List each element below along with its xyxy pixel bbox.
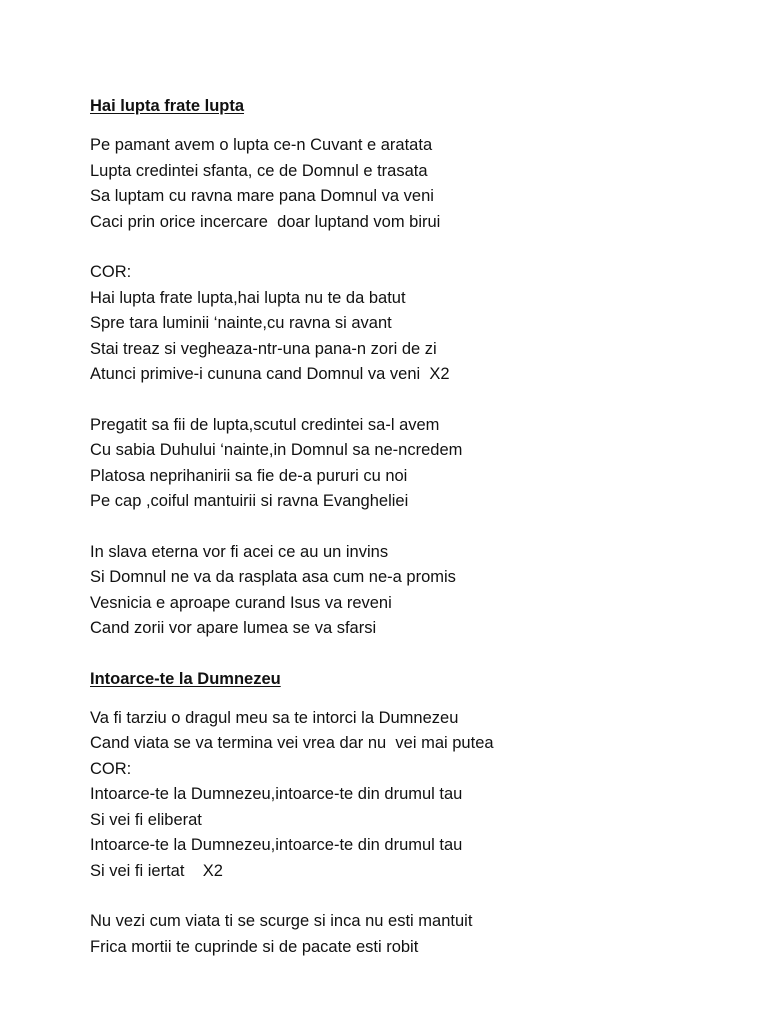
lyric-line: Cu sabia Duhului ‘nainte,in Domnul sa ne-ncredem	[90, 441, 463, 459]
song-2	[90, 667, 750, 961]
lyric-line: Si vei fi eliberat	[90, 810, 202, 829]
lyric-line: In slava eterna vor fi acei ce au un invins	[90, 542, 389, 561]
lyric-line: Nu vezi cum viata ti se scurge si inca nu esti mantuit	[90, 912, 473, 930]
lyric-line: Platosa neprihanirii sa fie de-a pururi cu noi	[90, 466, 408, 485]
lyric-line: Vesnicia e aproape curand Isus va reveni	[90, 593, 392, 612]
lyric-line: Pe pamant avem o lupta ce-n Cuvant e aratata	[90, 136, 433, 154]
lyric-line: Pregatit sa fii de lupta,scutul credintei sa-l avem	[90, 415, 440, 434]
song-title: Intoarce-te la Dumnezeu	[90, 669, 281, 688]
lyric-line: Sa luptam cu ravna mare pana Domnul va veni	[90, 187, 434, 205]
lyric-line: Si Domnul ne va da rasplata asa cum ne-a promis	[90, 568, 456, 586]
song-1	[90, 94, 750, 642]
lyric-line: Pe cap ,coiful mantuirii si ravna Evangheliei	[90, 492, 409, 510]
lyric-line: Lupta credintei sfanta, ce de Domnul e trasata	[90, 161, 428, 180]
verse-1-and-chorus	[90, 706, 750, 885]
lyric-line: Intoarce-te la Dumnezeu,intoarce-te din drumul tau	[90, 836, 463, 854]
document-page	[90, 94, 750, 985]
chorus-label: COR:	[90, 263, 132, 281]
lyric-line: Hai lupta frate lupta,hai lupta nu te da batut	[90, 288, 406, 307]
lyric-line: Atunci primive-i cununa cand Domnul va veni X2	[90, 365, 450, 383]
song-title: Hai lupta frate lupta	[90, 97, 245, 115]
lyric-line: Cand zorii vor apare lumea se va sfarsi	[90, 619, 377, 637]
lyric-line: Va fi tarziu o dragul meu sa te intorci la Dumnezeu	[90, 708, 459, 727]
chorus-label: COR:	[90, 759, 132, 778]
verse-2	[90, 413, 750, 515]
lyric-line: Cand viata se va termina vei vrea dar nu vei mai putea	[90, 734, 494, 752]
verse-3	[90, 540, 750, 642]
verse-2	[90, 909, 750, 960]
chorus	[90, 260, 750, 388]
lyric-line: Si vei fi iertat X2	[90, 861, 223, 880]
lyric-line: Caci prin orice incercare doar luptand vom birui	[90, 212, 441, 231]
lyric-line: Stai treaz si vegheaza-ntr-una pana-n zori de zi	[90, 339, 437, 358]
lyric-line: Spre tara luminii ‘nainte,cu ravna si avant	[90, 314, 392, 332]
lyric-line: Frica mortii te cuprinde si de pacate esti robit	[90, 937, 419, 956]
verse-1	[90, 133, 750, 235]
lyric-line: Intoarce-te la Dumnezeu,intoarce-te din drumul tau	[90, 785, 463, 803]
